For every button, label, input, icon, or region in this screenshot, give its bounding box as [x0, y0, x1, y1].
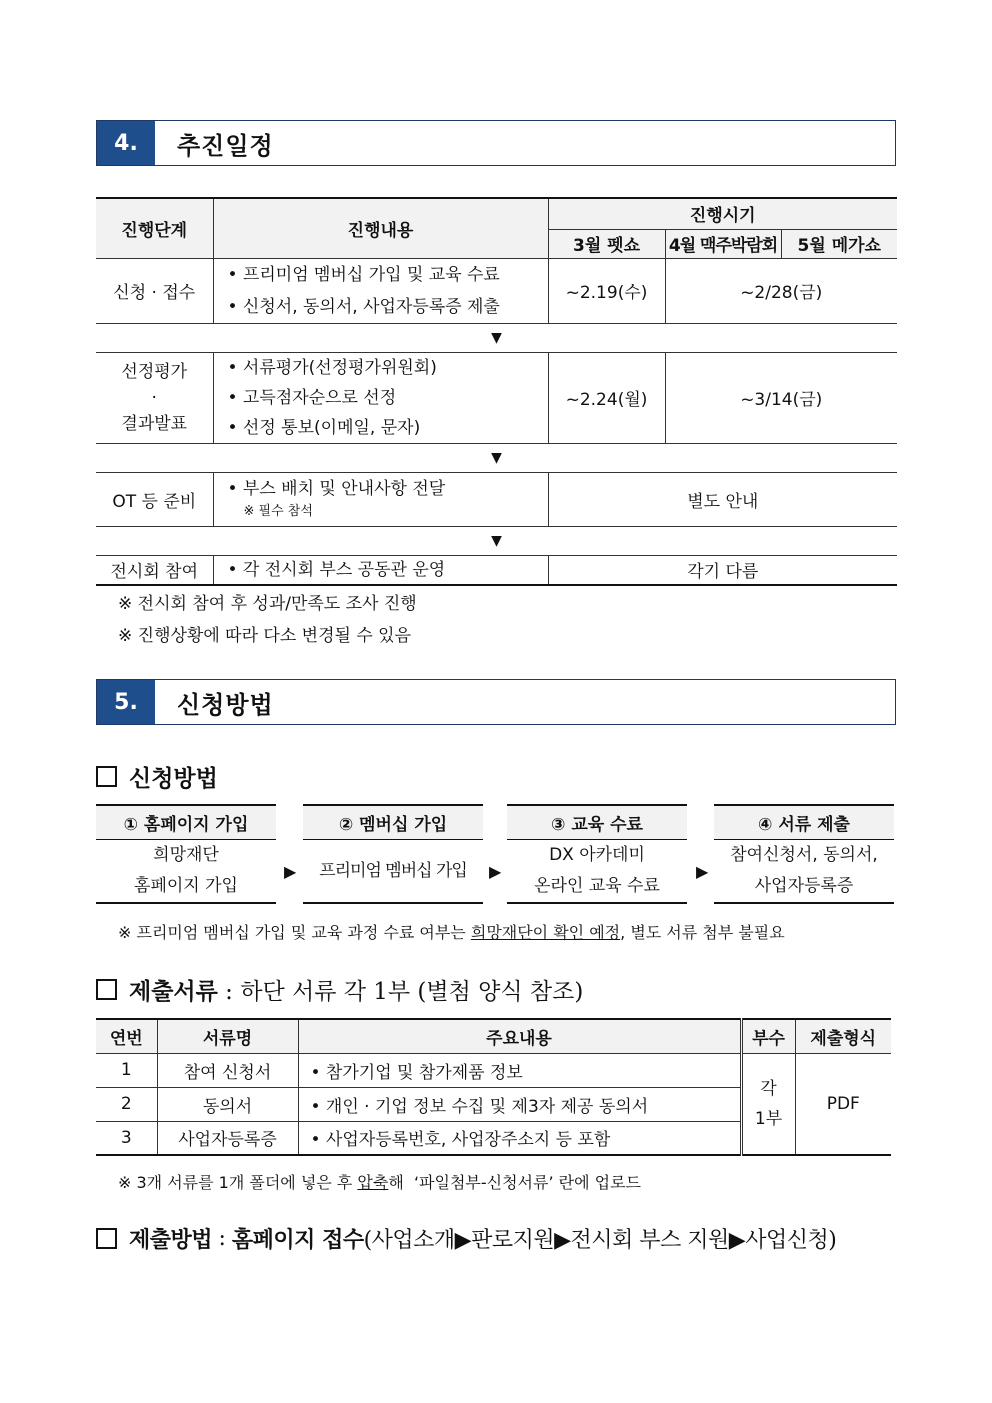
row-no: 1 — [96, 1053, 157, 1087]
row-no: 2 — [96, 1087, 157, 1121]
row-content: • 사업자등록번호, 사업장주소지 등 포함 — [298, 1121, 741, 1155]
period-cell: ~2.24(월) — [548, 352, 665, 443]
content-cell — [213, 555, 548, 585]
period-cell: ~2.19(수) — [548, 258, 665, 323]
header-col-beer: 4월 맥주박람회 — [665, 229, 781, 258]
method-heading — [96, 760, 218, 793]
stage-cell: OT 등 준비 — [96, 472, 213, 526]
row-name: 동의서 — [157, 1087, 298, 1121]
schedule-table — [96, 197, 897, 586]
note-underlined: 압축 — [357, 1173, 389, 1192]
step-2 — [303, 804, 483, 904]
right-arrow-icon: ▶ — [489, 862, 502, 881]
step-3 — [507, 804, 687, 904]
step-line: 사업자등록증 — [754, 876, 854, 896]
stage-line: · — [151, 387, 157, 408]
heading-rest: : 하단 서류 각 1부 (별첨 양식 참조) — [217, 979, 584, 1005]
note-text: 해 ‘파일첨부-신청서류’ 란에 업로드 — [388, 1173, 641, 1192]
step-label: ① 홈페이지 가입 — [96, 804, 276, 840]
bullet-item: • 각 전시회 부스 공동관 운영 — [227, 559, 446, 580]
step-body — [507, 840, 687, 904]
content-cell — [213, 352, 548, 443]
stage-cell — [96, 352, 213, 443]
step-body — [714, 840, 894, 904]
step-line: 온라인 교육 수료 — [534, 876, 660, 896]
table-row — [96, 555, 897, 585]
checkbox-square-icon — [96, 1228, 117, 1249]
step-line: 희망재단 — [153, 845, 219, 865]
section-5-header — [96, 679, 896, 725]
stage-line: 선정평가 — [121, 361, 188, 382]
header-col-petshow: 3월 펫쇼 — [548, 229, 665, 258]
header-period: 진행시기 — [548, 198, 897, 229]
content-cell — [213, 258, 548, 323]
copies-line: 1부 — [754, 1108, 783, 1129]
heading-text: 홈페이지 접수 — [231, 1227, 364, 1253]
step-label: ② 멤버십 가입 — [303, 804, 483, 840]
bullet-item: • 서류평가(선정평가위원회) — [227, 357, 437, 378]
section-number: 5. — [97, 680, 155, 724]
step-body — [96, 840, 276, 904]
header-stage: 진행단계 — [96, 198, 213, 258]
table-row — [96, 472, 897, 526]
header-format: 제출형식 — [795, 1019, 891, 1053]
row-name: 사업자등록증 — [157, 1121, 298, 1155]
step-line: 참여신청서, 동의서, — [730, 845, 878, 865]
right-arrow-icon: ▶ — [284, 862, 297, 881]
period-cell: 별도 안내 — [548, 472, 897, 526]
down-arrow-icon: ▼ — [96, 443, 897, 472]
right-arrow-icon: ▶ — [696, 862, 709, 881]
note-text: ※ 3개 서류를 1개 폴더에 넣은 후 — [118, 1173, 358, 1192]
format-cell: PDF — [795, 1053, 891, 1155]
note: ※ 전시회 참여 후 성과/만족도 조사 진행 — [118, 594, 417, 614]
heading-text: 제출방법 — [129, 1227, 213, 1253]
note: ※ 진행상황에 따라 다소 변경될 수 있음 — [118, 626, 411, 646]
docs-note — [118, 1170, 641, 1193]
bullet-item: • 부스 배치 및 안내사항 전달 — [227, 479, 446, 499]
step-line: DX 아카데미 — [549, 845, 645, 865]
down-arrow-icon: ▼ — [96, 526, 897, 555]
bullet-item: • 신청서, 동의서, 사업자등록증 제출 — [227, 296, 500, 317]
step-4 — [714, 804, 894, 904]
section-number: 4. — [97, 121, 155, 165]
checkbox-square-icon — [96, 766, 117, 787]
docs-table — [96, 1018, 891, 1156]
table-row — [96, 1053, 891, 1087]
stage-cell: 신청 · 접수 — [96, 258, 213, 323]
row-name: 참여 신청서 — [157, 1053, 298, 1087]
row-content: • 개인 · 기업 정보 수집 및 제3자 제공 동의서 — [298, 1087, 741, 1121]
header-content: 진행내용 — [213, 198, 548, 258]
checkbox-square-icon — [96, 979, 117, 1000]
step-label: ③ 교육 수료 — [507, 804, 687, 840]
period-cell: 각기 다름 — [548, 555, 897, 585]
note-underlined: 희망재단이 확인 예정 — [470, 923, 621, 942]
heading-rest: (사업소개▶판로지원▶전시회 부스 지원▶사업신청) — [363, 1228, 837, 1253]
content-cell — [213, 472, 548, 526]
header-copies: 부수 — [741, 1019, 795, 1053]
row-content: • 참가기업 및 참가제품 정보 — [298, 1053, 741, 1087]
heading-text: 신청방법 — [129, 765, 218, 792]
step-line: 홈페이지 가입 — [134, 876, 238, 896]
table-row — [96, 352, 897, 443]
stage-cell: 전시회 참여 — [96, 555, 213, 585]
heading-text: 제출서류 — [129, 978, 218, 1005]
down-arrow-icon: ▼ — [96, 323, 897, 352]
section-title: 신청방법 — [177, 690, 274, 719]
header-col-megashow: 5월 메가쇼 — [781, 229, 897, 258]
section-4-header — [96, 120, 896, 166]
bullet-item: • 프리미엄 멤버십 가입 및 교육 수료 — [227, 264, 500, 285]
period-cell: ~2/28(금) — [665, 258, 897, 323]
header-name: 서류명 — [157, 1019, 298, 1053]
section-title: 추진일정 — [177, 131, 274, 160]
period-cell: ~3/14(금) — [665, 352, 897, 443]
bullet-item: • 고득점자순으로 선정 — [227, 387, 397, 408]
bullet-item: • 선정 통보(이메일, 문자) — [227, 417, 421, 438]
submit-heading — [96, 1223, 836, 1254]
docs-heading — [96, 973, 583, 1006]
row-no: 3 — [96, 1121, 157, 1155]
step-body — [303, 840, 483, 904]
step-1 — [96, 804, 276, 904]
sub-note: ※ 필수 참석 — [243, 504, 313, 519]
table-row — [96, 258, 897, 323]
header-no: 연번 — [96, 1019, 157, 1053]
header-content: 주요내용 — [298, 1019, 741, 1053]
step-line: 프리미엄 멤버십 가입 — [319, 860, 467, 881]
heading-sep: : — [212, 1226, 232, 1251]
stage-line: 결과발표 — [121, 413, 188, 434]
note-text: ※ 프리미엄 멤버십 가입 및 교육 과정 수료 여부는 — [118, 923, 471, 942]
note-text: , 별도 서류 첨부 불필요 — [620, 923, 785, 942]
copies-cell — [741, 1053, 795, 1155]
step-label: ④ 서류 제출 — [714, 804, 894, 840]
copies-line: 각 — [760, 1078, 777, 1099]
method-note — [118, 920, 785, 943]
